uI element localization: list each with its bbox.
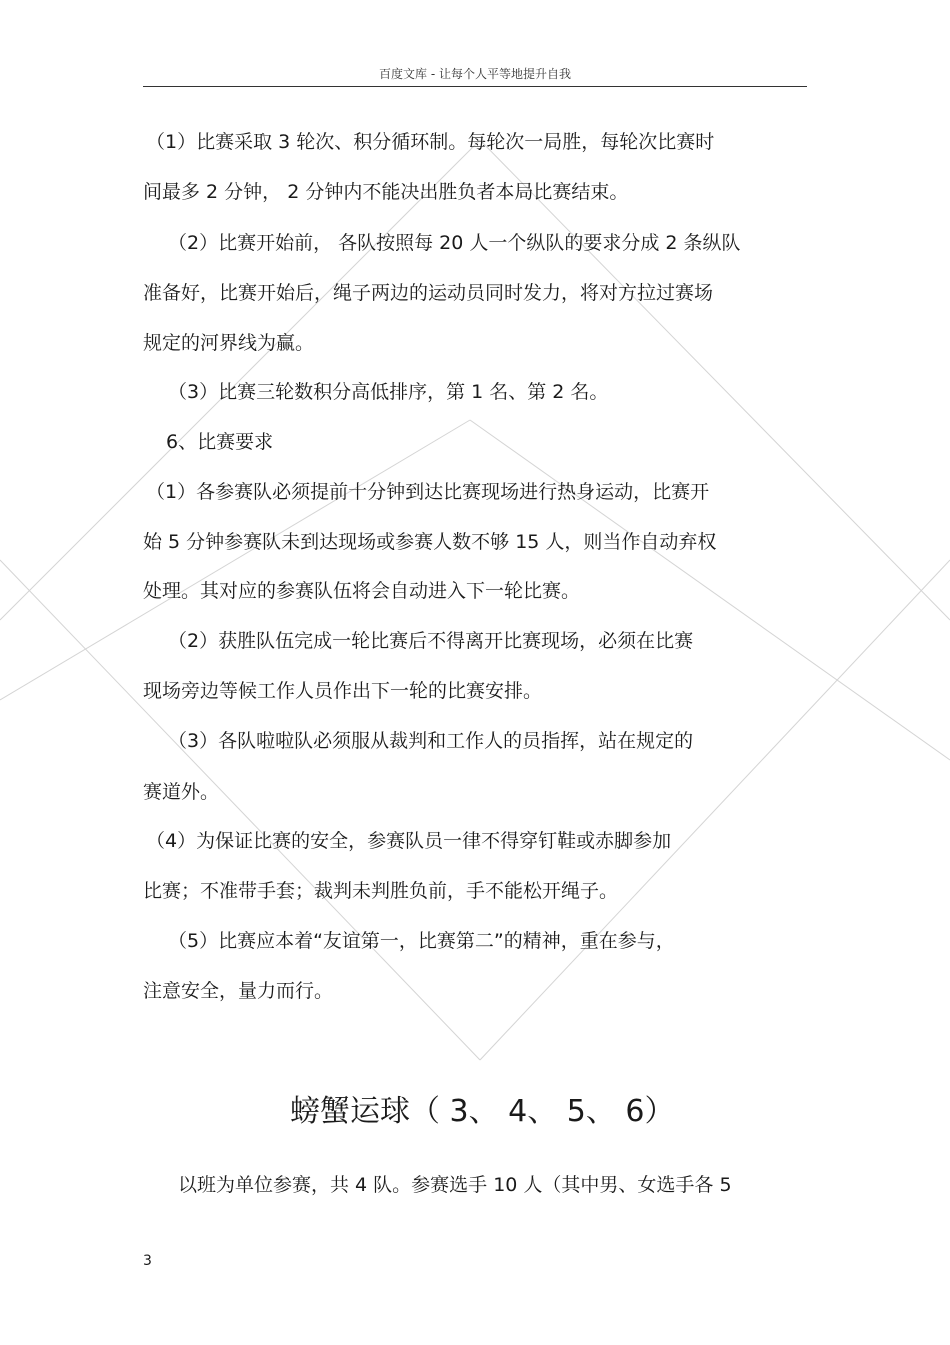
paragraph-line: 比赛；不准带手套；裁判未判胜负前，手不能松开绳子。: [143, 880, 619, 902]
paragraph-line: （2）比赛开始前， 各队按照每 20 人一个纵队的要求分成 2 条纵队: [168, 232, 741, 254]
paragraph-line: 准备好，比赛开始后，绳子两边的运动员同时发力，将对方拉过赛场: [143, 282, 714, 304]
paragraph-line: （1）比赛采取 3 轮次、积分循环制。每轮次一局胜，每轮次比赛时: [146, 131, 715, 153]
page-number: 3: [143, 1253, 152, 1269]
paragraph-line: （3）比赛三轮数积分高低排序，第 1 名、第 2 名。: [168, 381, 609, 403]
paragraph-line: 赛道外。: [143, 781, 220, 803]
section-title: 螃蟹运球（ 3、 4、 5、 6）: [290, 1094, 675, 1129]
paragraph-line: 注意安全，量力而行。: [143, 980, 334, 1002]
paragraph-line: 现场旁边等候工作人员作出下一轮的比赛安排。: [143, 680, 543, 702]
page-header: 百度文库 - 让每个人平等地提升自我: [143, 64, 807, 87]
paragraph-line: （4）为保证比赛的安全，参赛队员一律不得穿钉鞋或赤脚参加: [146, 830, 672, 852]
paragraph-line: （3）各队啦啦队必须服从裁判和工作人的员指挥，站在规定的: [168, 730, 694, 752]
paragraph-line: 处理。其对应的参赛队伍将会自动进入下一轮比赛。: [143, 580, 581, 602]
paragraph-line: 始 5 分钟参赛队未到达现场或参赛人数不够 15 人，则当作自动弃权: [143, 531, 717, 553]
section-heading: 6、比赛要求: [166, 431, 274, 453]
paragraph-line: （2）获胜队伍完成一轮比赛后不得离开比赛现场，必须在比赛: [168, 630, 694, 652]
paragraph-line: （1）各参赛队必须提前十分钟到达比赛现场进行热身运动，比赛开: [146, 481, 710, 503]
paragraph-line: （5）比赛应本着“友谊第一，比赛第二”的精神，重在参与，: [168, 930, 675, 952]
paragraph-line: 间最多 2 分钟， 2 分钟内不能决出胜负者本局比赛结束。: [143, 181, 629, 203]
paragraph-line: 规定的河界线为赢。: [143, 332, 315, 354]
paragraph-line: 以班为单位参赛，共 4 队。参赛选手 10 人（其中男、女选手各 5: [178, 1174, 732, 1196]
